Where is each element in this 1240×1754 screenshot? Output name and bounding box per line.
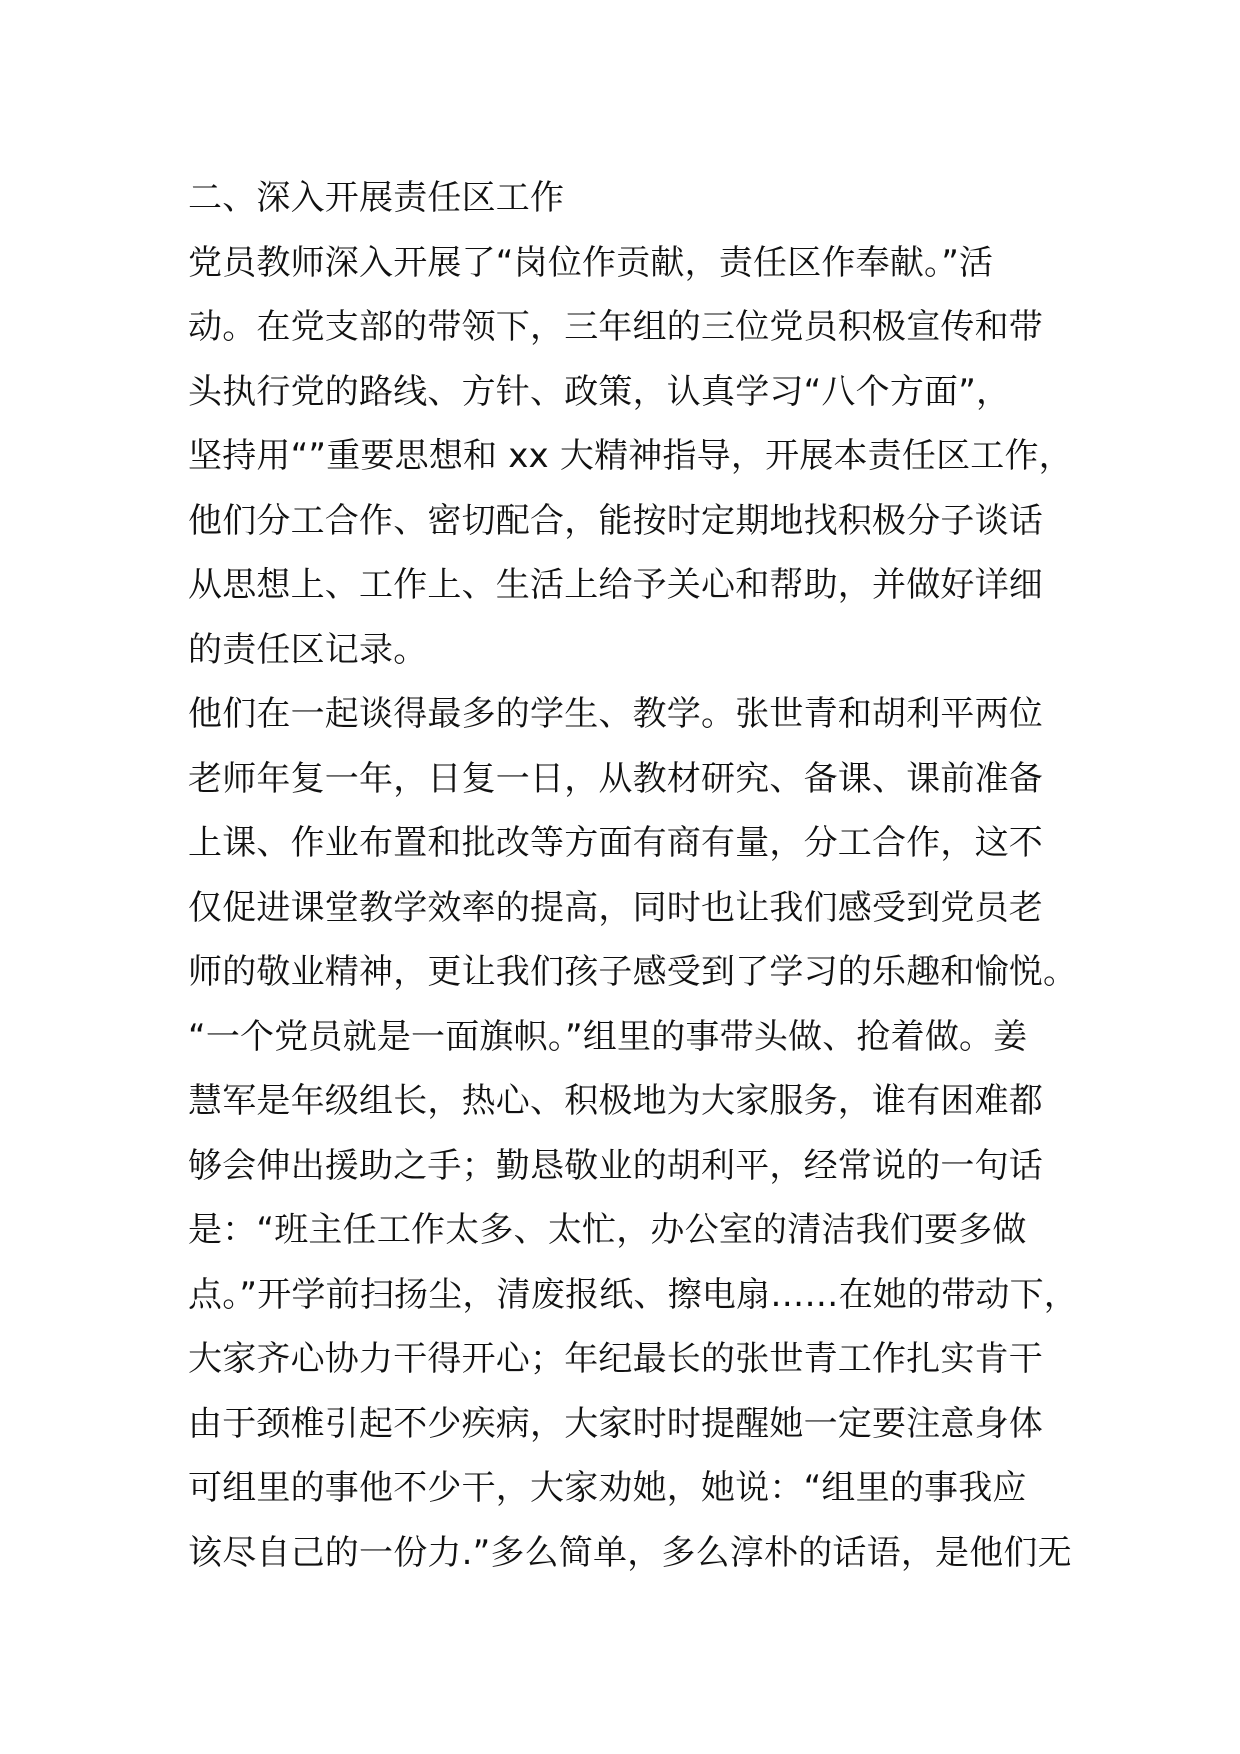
- body-line: 老师年复一年，日复一日，从教材研究、备课、课前准备: [188, 758, 1043, 799]
- document-body: [188, 166, 1078, 1585]
- body-line: 可组里的事他不少干，大家劝她，她说：“组里的事我应: [188, 1468, 1027, 1508]
- body-line: 党员教师深入开展了“岗位作贡献，责任区作奉献。”活: [188, 242, 994, 283]
- body-line: 头执行党的路线、方针、政策，认真学习“八个方面”，: [188, 371, 1011, 412]
- body-line: 大家齐心协力干得开心；年纪最长的张世青工作扎实肯干: [188, 1339, 1043, 1379]
- body-line: 师的敬业精神，更让我们孩子感受到了学习的乐趣和愉悦。: [188, 952, 1078, 992]
- body-line: 坚持用“”重要思想和 xx 大精神指导，开展本责任区工作，: [188, 436, 1073, 476]
- section-heading: 二、深入开展责任区工作: [188, 178, 565, 218]
- body-line: 仅促进课堂教学效率的提高，同时也让我们感受到党员老: [188, 887, 1043, 928]
- body-line: 动。在党支部的带领下，三年组的三位党员积极宣传和带: [188, 307, 1043, 347]
- body-line: 点。”开学前扫扬尘，清废报纸、擦电扇……在她的带动下，: [188, 1274, 1079, 1315]
- body-line: 上课、作业布置和批改等方面有商有量，分工合作，这不: [188, 823, 1043, 863]
- body-line: 他们分工合作、密切配合，能按时定期地找积极分子谈话: [188, 500, 1043, 541]
- body-line: 是：“班主任工作太多、太忙，办公室的清洁我们要多做: [188, 1210, 1027, 1250]
- body-line: “一个党员就是一面旗帜。”组里的事带头做、抢着做。姜: [188, 1016, 1028, 1057]
- body-line: 该尽自己的一份力.”多么简单，多么淳朴的话语，是他们无: [188, 1532, 1072, 1573]
- body-line: 的责任区记录。: [188, 629, 428, 670]
- body-line: 慧军是年级组长，热心、积极地为大家服务，谁有困难都: [188, 1081, 1043, 1121]
- body-line: 由于颈椎引起不少疾病，大家时时提醒她一定要注意身体: [188, 1403, 1043, 1444]
- body-line: 从思想上、工作上、生活上给予关心和帮助，并做好详细: [188, 565, 1043, 605]
- body-line: 他们在一起谈得最多的学生、教学。张世青和胡利平两位: [188, 694, 1043, 734]
- body-line: 够会伸出援助之手；勤恳敬业的胡利平，经常说的一句话: [188, 1145, 1043, 1186]
